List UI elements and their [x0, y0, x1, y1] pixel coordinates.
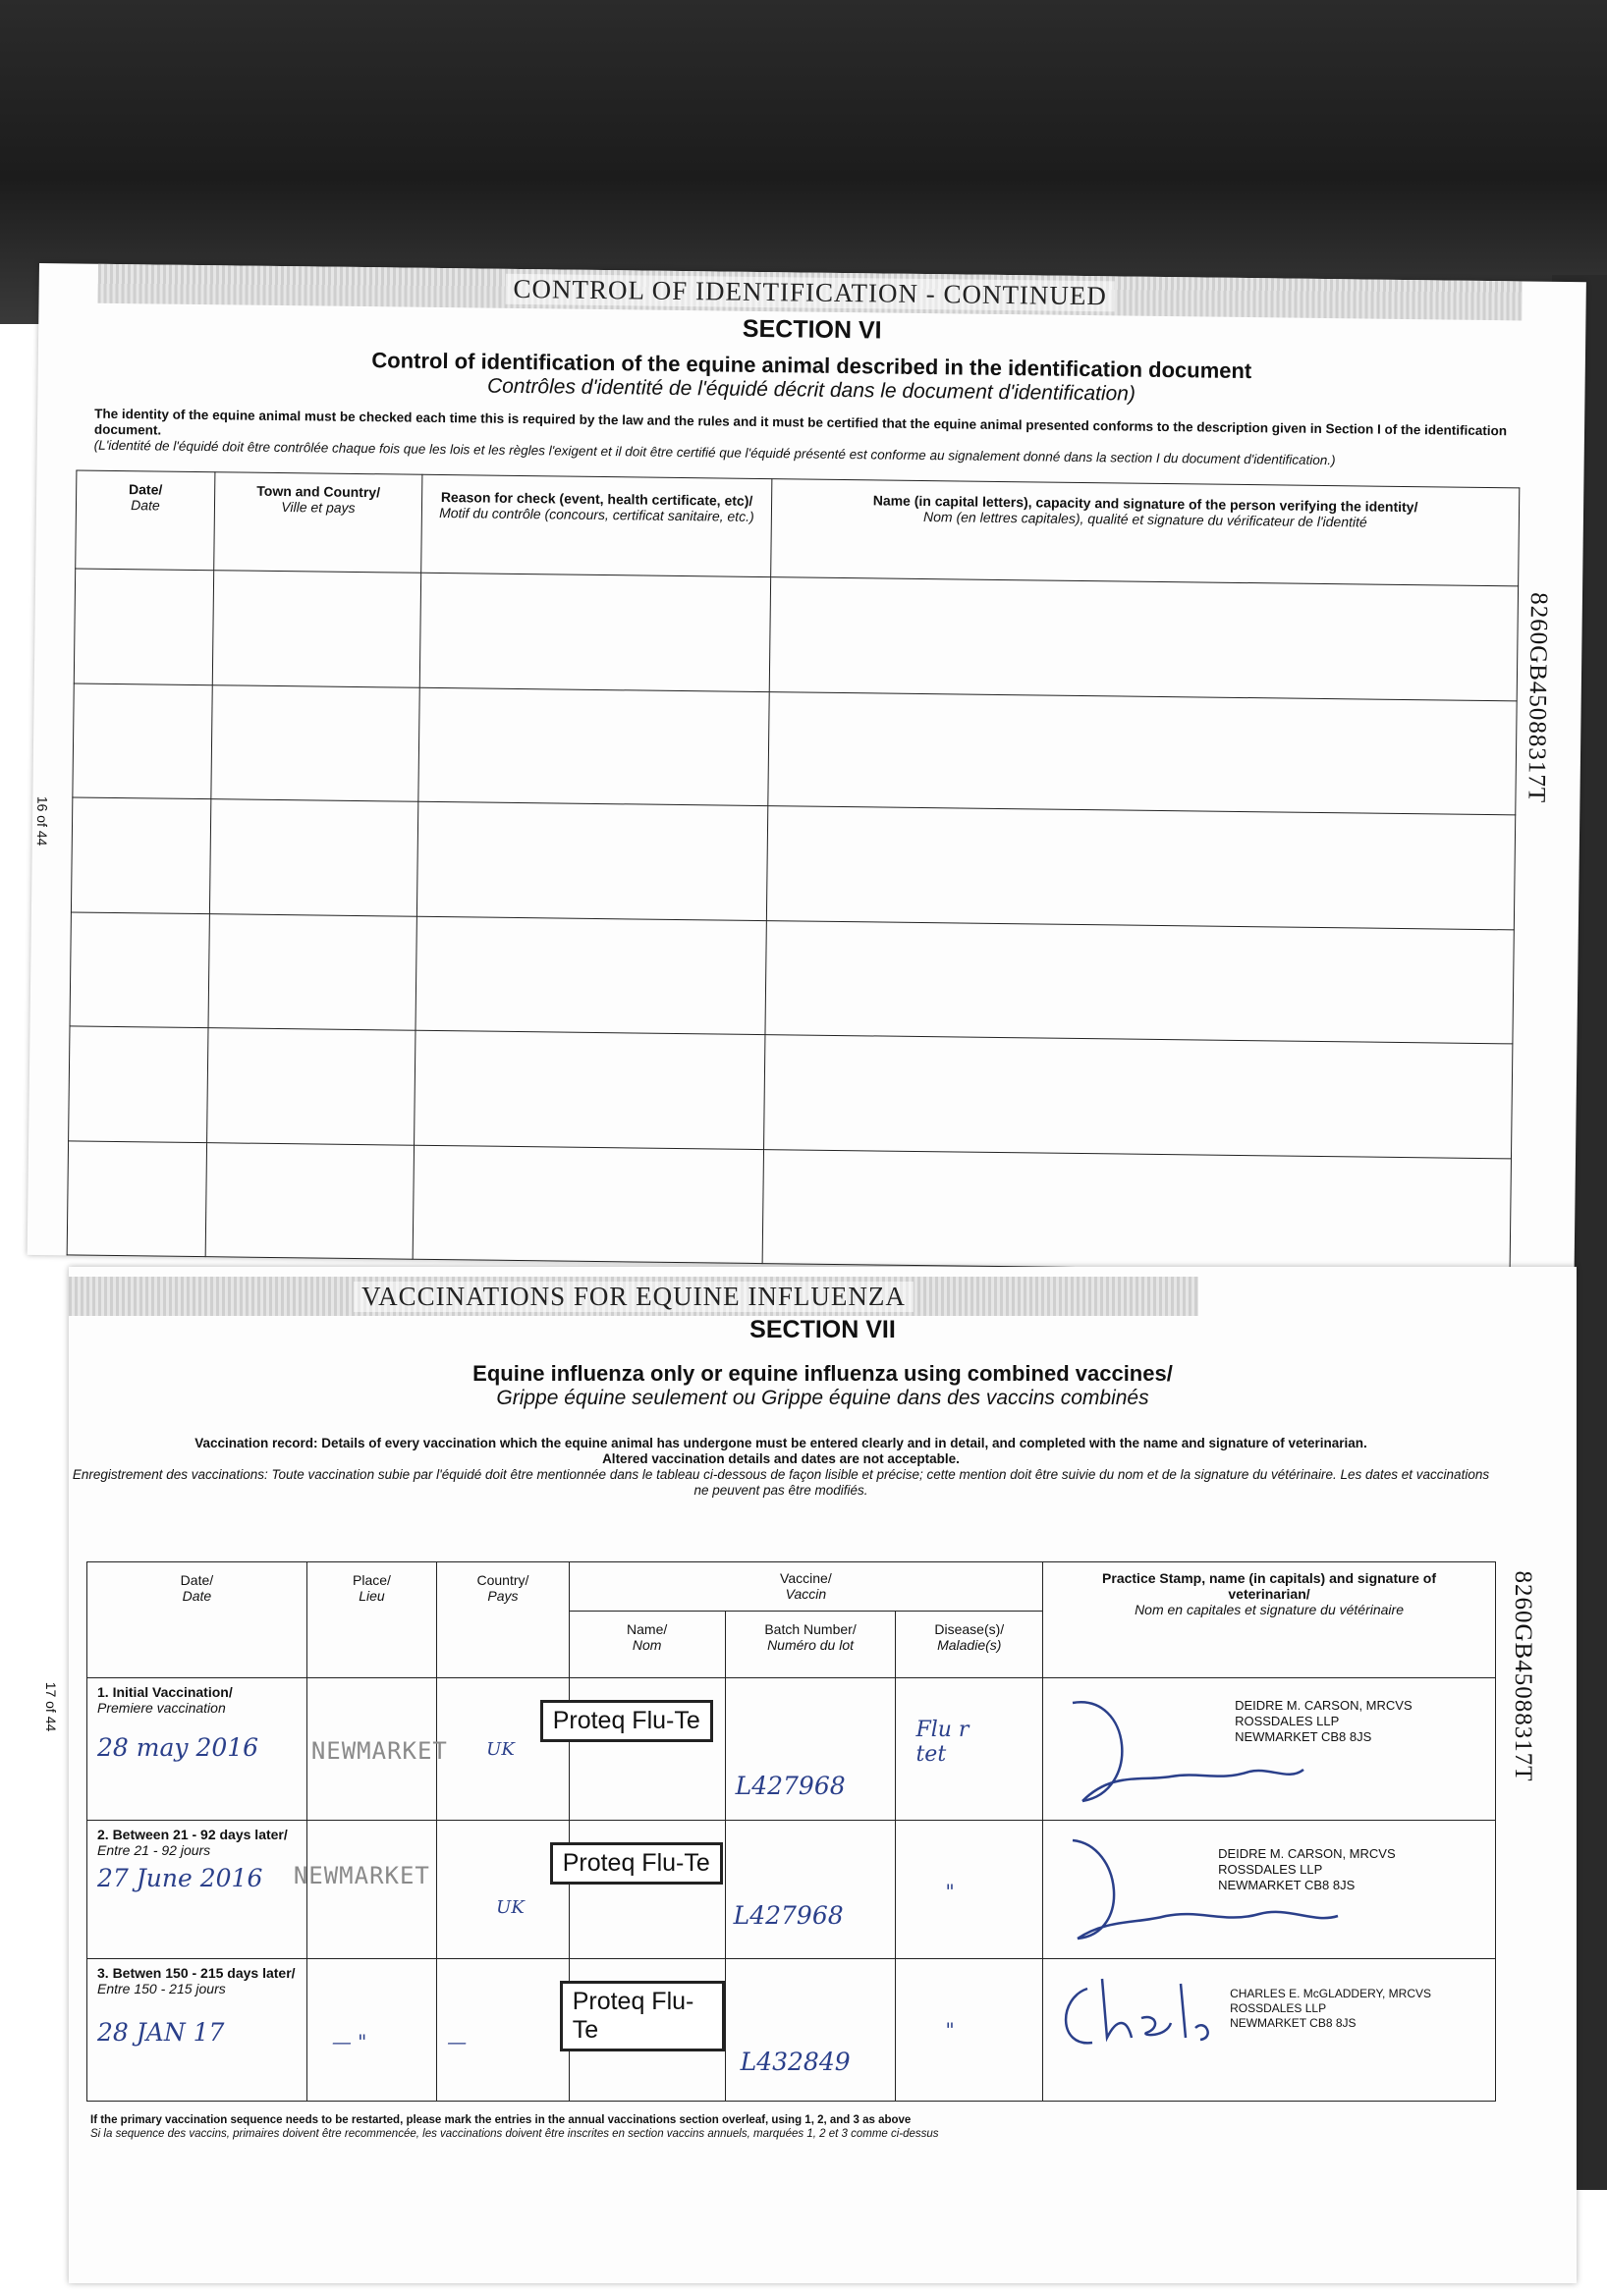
row1-date-handwritten: 28 may 2016 — [97, 1733, 259, 1763]
row3-place-cell[interactable] — [306, 1958, 436, 2101]
col-date: Date/ Date — [76, 470, 215, 571]
cell-date[interactable] — [67, 1140, 206, 1256]
identification-row — [67, 1140, 1511, 1272]
section7-banner-text: VACCINATIONS FOR EQUINE INFLUENZA — [354, 1282, 914, 1312]
identification-row — [70, 911, 1514, 1043]
section6-heading: Control of identification of the equine animal described in the identification document — [371, 348, 1252, 384]
serial-number-page16: 8260GB45088317T — [1523, 592, 1553, 804]
serial-number-page17: 8260GB45088317T — [1510, 1570, 1536, 1782]
col-vaccine: Vaccine/ Vaccin — [569, 1562, 1042, 1612]
col-batch: Batch Number/ Numéro du lot — [725, 1612, 896, 1678]
page-number-16: 16 of 44 — [33, 795, 51, 847]
section7-record — [69, 1436, 1493, 1499]
cell-town[interactable] — [208, 913, 416, 1030]
vaccination-header-row — [87, 1562, 1496, 1612]
identification-table — [67, 469, 1521, 1273]
cell-town[interactable] — [212, 571, 420, 687]
cell-date[interactable] — [74, 569, 213, 684]
vaccination-table — [86, 1561, 1496, 2102]
row2-batch: L427968 — [733, 1901, 844, 1931]
cell-date[interactable] — [70, 911, 209, 1027]
vaccination-row-2 — [87, 1821, 1496, 1958]
vaccination-row-3 — [87, 1958, 1496, 2101]
row1-disease: Flu r tet — [915, 1718, 970, 1768]
col-date: Date/ Date — [87, 1562, 307, 1678]
section7-label: SECTION VII — [749, 1316, 896, 1343]
identification-header-row — [76, 470, 1520, 586]
section6-banner-text: CONTROL OF IDENTIFICATION - CONTINUED — [505, 273, 1115, 311]
page-number-17: 17 of 44 — [43, 1681, 59, 1732]
row2-country: UK — [496, 1897, 525, 1919]
identification-row — [74, 569, 1518, 700]
row1-place-stamp: NEWMARKET — [310, 1737, 448, 1766]
col-practice: Practice Stamp, name (in capitals) and signature of veterinarian/ Nom en capitales et signature du vétérinaire — [1043, 1562, 1496, 1678]
cell-date[interactable] — [69, 1026, 208, 1142]
row3-country-cell[interactable] — [437, 1958, 570, 2101]
row3-place: — " — [331, 2029, 367, 2053]
row2-place-stamp: NEWMARKET — [293, 1862, 430, 1890]
cell-reason[interactable] — [416, 801, 767, 920]
row1-country: UK — [486, 1739, 515, 1761]
col-town-country: Town and Country/ Ville et pays — [214, 472, 422, 574]
cell-verifier[interactable] — [762, 1149, 1511, 1273]
footnote-fr: Si la sequence des vaccins, primaires doivent être recommencée, les vaccinations doivent être inscrites en section vaccins annuels, marquées 1, 2 et 3 comme ci-dessus — [90, 2128, 939, 2140]
section6-instruction-fr: (L'identité de l'équidé doit être contrôlée chaque fois que les lois et les règles l'exigent et il doit être certifié que l'équidé présenté est conforme au signalement donné dans la section I du document d'identification.) — [93, 437, 1336, 468]
row3-disease: " — [945, 2017, 955, 2042]
row3-vaccine-cell[interactable] — [569, 1958, 725, 2101]
row1-vaccine-stamp: Proteq Flu-Te — [540, 1700, 713, 1742]
cell-reason[interactable] — [415, 1030, 765, 1149]
cell-town[interactable] — [207, 1028, 416, 1145]
section6-heading-fr: Contrôles d'identité de l'équidé décrit dans le document d'identification) — [486, 374, 1136, 406]
col-verifier: Name (in capital letters), capacity and signature of the person verifying the identity/ Nom (en lettres capitales), qualité et signature du vérificateur de l'identité — [771, 479, 1520, 586]
cell-reason[interactable] — [413, 1145, 763, 1264]
row2-place-cell[interactable] — [293, 1821, 436, 1958]
section7-footnote — [90, 2113, 1466, 2141]
cell-reason[interactable] — [419, 573, 770, 691]
col-country: Country/ Pays — [437, 1562, 570, 1678]
row3-disease-cell[interactable] — [896, 1958, 1043, 2101]
cell-date[interactable] — [73, 683, 212, 798]
identification-row — [71, 797, 1515, 929]
row3-date-handwritten: 28 JAN 17 — [97, 2017, 225, 2047]
col-reason: Reason for check (event, health certificate, etc)/ Motif du contrôle (concours, certificat sanitaire, etc.) — [421, 474, 772, 576]
section6-instruction — [94, 407, 1519, 471]
section6-instruction-en: The identity of the equine animal must be checked each time this is required by the law and the rules and it must be certified that the equine animal presented conforms to the description given in Section I of the identification document. — [93, 406, 1508, 439]
row2-batch-cell[interactable] — [725, 1821, 896, 1958]
cell-verifier[interactable] — [768, 691, 1517, 815]
col-place: Place/ Lieu — [306, 1562, 436, 1678]
row3-batch-cell[interactable] — [725, 1958, 896, 2101]
cell-town[interactable] — [205, 1142, 414, 1259]
row2-date-cell[interactable]: 2. Between 21 - 92 days later/ Entre 21 - 92 jours 27 June 2016 — [87, 1821, 307, 1958]
section6-label: SECTION VI — [742, 314, 882, 345]
cell-date[interactable] — [71, 797, 210, 913]
cell-town[interactable] — [209, 799, 417, 916]
row3-vet-stamp: CHARLES E. McGLADDERY, MRCVS ROSSDALES LLP NEWMARKET CB8 8JS — [1230, 1986, 1432, 2030]
row3-signature — [1048, 1969, 1245, 2067]
col-disease: Disease(s)/ Maladie(s) — [896, 1612, 1043, 1678]
row1-vaccine-cell[interactable] — [552, 1678, 725, 1821]
cell-verifier[interactable] — [765, 920, 1514, 1044]
row3-country: — — [447, 2029, 468, 2053]
row1-batch: L427968 — [735, 1772, 846, 1801]
row3-practice-cell[interactable] — [1043, 1958, 1496, 2101]
row2-date-handwritten: 27 June 2016 — [97, 1864, 263, 1893]
row2-practice-cell[interactable] — [1043, 1821, 1496, 1958]
row2-vet-stamp: DEIDRE M. CARSON, MRCVS ROSSDALES LLP NEWMARKET CB8 8JS — [1218, 1846, 1396, 1893]
section7-record-bold: Vaccination record: Details of every vaccination which the equine animal has undergone must be entered clearly and in detail, and completed with the name and signature of veterinarian. — [194, 1436, 1367, 1450]
col-vaccine-name: Name/ Nom — [569, 1612, 725, 1678]
section7-record-bold2: Altered vaccination details and dates are not acceptable. — [602, 1451, 960, 1466]
row2-vaccine-cell[interactable] — [562, 1821, 725, 1958]
row2-country-cell[interactable] — [437, 1821, 570, 1958]
page-16 — [28, 263, 1586, 1274]
vaccination-row-1 — [87, 1678, 1496, 1821]
identification-row — [69, 1026, 1513, 1158]
page-17 — [43, 1267, 1577, 2283]
cell-reason[interactable] — [416, 916, 766, 1035]
row3-batch: L432849 — [740, 2047, 851, 2076]
cell-verifier[interactable] — [766, 806, 1515, 930]
row1-date-cell[interactable]: 1. Initial Vaccination/ Premiere vaccination 28 may 2016 — [87, 1678, 307, 1821]
row2-disease-cell[interactable] — [896, 1821, 1043, 1958]
row3-vaccine-stamp: Proteq Flu-Te — [560, 1981, 725, 2051]
row1-practice-cell[interactable] — [1043, 1678, 1496, 1821]
section7-heading-fr: Grippe équine seulement ou Grippe équine dans des vaccins combinés — [496, 1387, 1149, 1409]
section7-banner — [69, 1277, 1198, 1316]
row1-batch-cell[interactable] — [725, 1678, 896, 1821]
row3-date-cell[interactable]: 3. Betwen 150 - 215 days later/ Entre 150 - 215 jours 28 JAN 17 — [87, 1958, 307, 2101]
row2-vaccine-stamp: Proteq Flu-Te — [550, 1842, 723, 1885]
section7-record-fr: Enregistrement des vaccinations: Toute vaccination subie par l'équidé doit être mentionnée dans le tableau ci-dessous de façon lisible et précise; cette mention doit être suivie du nom et de la signature du vétérinaire. Les dates et vaccinations ne peuvent pas être modifiés. — [72, 1467, 1490, 1498]
identification-row — [73, 683, 1517, 814]
row1-place-cell[interactable] — [306, 1678, 448, 1821]
cell-verifier[interactable] — [769, 577, 1518, 701]
footnote-en: If the primary vaccination sequence needs to be restarted, please mark the entries in the annual vaccinations section overleaf, using 1, 2, and 3 as above — [90, 2114, 912, 2126]
section7-heading: Equine influenza only or equine influenza using combined vaccines/ — [472, 1361, 1173, 1386]
row1-vet-stamp: DEIDRE M. CARSON, MRCVS ROSSDALES LLP NEWMARKET CB8 8JS — [1235, 1698, 1413, 1745]
cell-verifier[interactable] — [764, 1035, 1513, 1159]
row1-disease-cell[interactable] — [896, 1678, 1043, 1821]
row2-disease: " — [945, 1880, 955, 1904]
cell-town[interactable] — [211, 684, 419, 801]
cell-reason[interactable] — [418, 687, 769, 806]
